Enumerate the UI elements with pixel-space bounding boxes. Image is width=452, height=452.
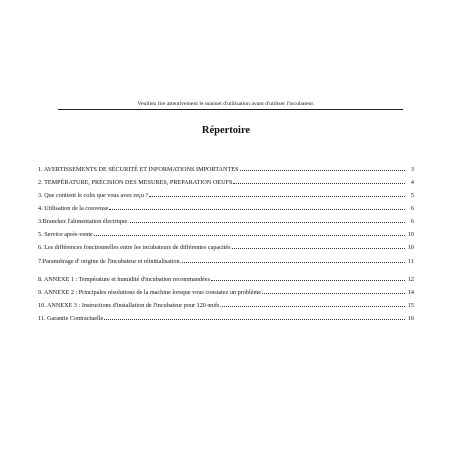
toc-page-number: 12 — [407, 276, 414, 283]
toc-entry-label: 5. Service après-vente — [38, 231, 93, 238]
toc-entry-label: 7.Paramétrage d' origine de l'incubateur et réinitialisation. — [38, 258, 182, 265]
toc-leader-dots — [222, 300, 405, 307]
toc-entry-label: 9. ANNEXE 2 : Principales résolutions de la machine lorsque vous constatez un problème — [38, 289, 262, 296]
toc-entry[interactable] — [38, 190, 414, 199]
toc-leader-dots — [94, 229, 405, 236]
page-title: Répertoire — [201, 125, 251, 136]
toc-entry[interactable] — [38, 256, 414, 265]
toc-entry-label: 10. ANNEXE 3 : Instructions d'installation de l'incubateur pour 120 œufs. — [38, 302, 222, 309]
toc-page-number: 10 — [407, 231, 414, 238]
toc-entry-label: 1. AVERTISSEMENTS DE SÉCURITÉ ET INFORMATIONS IMPORTANTES — [38, 166, 239, 173]
toc-page-number: 16 — [407, 315, 414, 322]
toc-leader-dots — [149, 190, 405, 197]
header-note: Veuillez lire attentivement le manuel d'utilisation avant d'utiliser l'incubateur. — [137, 101, 315, 107]
toc-page-number: 3 — [410, 166, 414, 173]
toc-entry[interactable] — [38, 229, 414, 238]
toc-entry[interactable] — [38, 287, 414, 296]
toc-leader-dots — [233, 177, 405, 184]
toc-entry[interactable] — [38, 177, 414, 186]
toc-leader-dots — [211, 274, 405, 281]
toc-entry-label: 6. Les différences fonctionnelles entre les incubateurs de différentes capacités — [38, 244, 231, 251]
toc-page-number: 5 — [410, 192, 414, 199]
toc-leader-dots — [262, 287, 405, 294]
toc-entry[interactable] — [38, 216, 414, 225]
toc-leader-dots — [104, 313, 405, 320]
toc-entry-label: 3. Que contient le colis que vous avez reçu ? — [38, 192, 149, 199]
toc-page-number: 15 — [407, 302, 414, 309]
toc-entry-label: 4. Utilisation de la couveuse — [38, 205, 109, 212]
toc-entry[interactable] — [38, 203, 414, 212]
toc-entry-label: 2. TEMPÉRATURE, PRÉCISION DES MESURES, PREPARATION OEUFS — [38, 179, 233, 186]
toc-leader-dots — [109, 203, 405, 210]
toc-entry[interactable] — [38, 300, 414, 309]
toc-page-number: 6 — [410, 218, 414, 225]
toc-entry-label: 8. ANNEXE 1 : Température et humidité d'incubation recommandées — [38, 276, 210, 283]
toc-entry-label: 3.Branchez l'alimentation électrique. — [38, 218, 129, 225]
toc-entry[interactable] — [38, 164, 414, 173]
header-rule — [58, 109, 403, 110]
toc-entry[interactable] — [38, 274, 414, 283]
toc-page-number: 14 — [407, 289, 414, 296]
toc-entry[interactable] — [38, 313, 414, 322]
toc-leader-dots — [182, 256, 405, 263]
toc-leader-dots — [130, 216, 405, 223]
toc-page-number: 11 — [408, 258, 414, 265]
toc-page-number: 4 — [410, 179, 414, 186]
toc-page-number: 10 — [407, 244, 414, 251]
toc-leader-dots — [232, 242, 405, 249]
toc-entry[interactable] — [38, 242, 414, 251]
toc-page-number: 6 — [410, 205, 414, 212]
toc-entry-label: 11. Garantie Contractuelle — [38, 315, 104, 322]
toc-leader-dots — [240, 164, 406, 171]
